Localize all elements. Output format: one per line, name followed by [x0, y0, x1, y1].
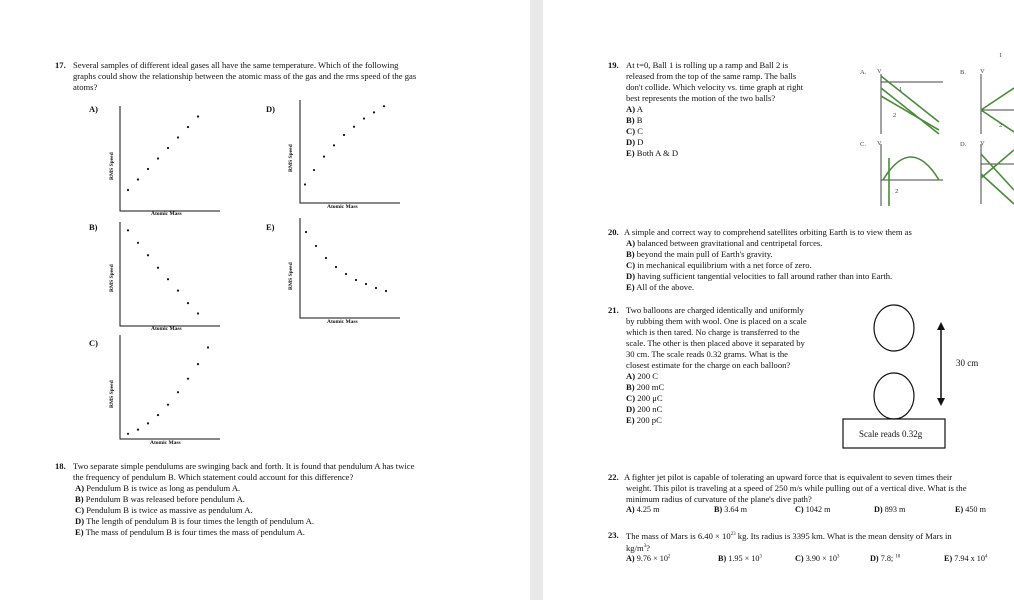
q18-option-b: B) Pendulum B was released before pendulum A. [75, 494, 245, 504]
graph-point-2 [147, 168, 149, 170]
q21-text-line2: by rubbing them with wool. One is placed on a scale [626, 316, 807, 326]
graph-axes [120, 335, 220, 439]
vgraph-b-line1: 1 [999, 52, 1003, 59]
vgraph-d-axis: V [980, 140, 985, 147]
graph-point-6 [187, 126, 189, 128]
graph-axes [300, 218, 400, 318]
graph-axes [120, 222, 220, 326]
vgraph-c [881, 144, 943, 206]
q19-text-line1: At t=0, Ball 1 is rolling up a ramp and Ball 2 is [626, 60, 789, 70]
graph-point-1 [137, 242, 139, 244]
q18-option-c: C) Pendulum B is twice as massive as pendulum A. [75, 505, 253, 515]
vgraph-b-axis: V [980, 68, 985, 75]
graph-a-ylabel: RMS Speed [109, 152, 115, 180]
q20-text: A simple and correct way to comprehend satellites orbiting Earth is to view them as [624, 227, 912, 237]
graph-b [120, 222, 220, 326]
q21-text-line5: 30 cm. The scale reads 0.32 grams. What is the [626, 349, 788, 359]
graph-axes [300, 100, 400, 203]
graph-point-2 [323, 156, 325, 158]
graph-point-5 [177, 136, 179, 138]
vgraph-a-line1: 1 [899, 86, 903, 93]
graph-c-label: C) [89, 338, 98, 348]
graph-point-5 [177, 391, 179, 393]
q23-text-line2: $kg/m^3$? [626, 542, 650, 553]
graph-e-label: E) [266, 222, 275, 232]
q22-option-a: A) 4.25 m [626, 505, 660, 514]
graph-d [300, 100, 400, 203]
graph-point-4 [167, 147, 169, 149]
graph-a [120, 106, 220, 211]
q19-option-a: A) A [626, 104, 643, 114]
graph-plot-area [300, 100, 400, 203]
graph-point-0 [305, 231, 307, 233]
q22-text-line2: weight. This pilot is traveling at a speed of 250 m/s while pulling out of a vertical dive. What is the [626, 483, 967, 493]
q19-text-line3: don't collide. Which velocity vs. time graph at right [626, 82, 804, 92]
graph-e-xlabel: Atomic Mass [327, 319, 358, 325]
q21-option-c: C) 200 μC [626, 393, 663, 403]
graph-point-2 [147, 254, 149, 256]
q23-option-d: D) 7.8; $^{10}$ [870, 554, 901, 563]
q17-text-line1: Several samples of different ideal gases all have the same temperature. Which of the following [73, 60, 399, 70]
graph-c-xlabel: Atomic Mass [150, 440, 181, 446]
graph-point-1 [137, 178, 139, 180]
graph-point-0 [304, 183, 306, 185]
upper-balloon [874, 305, 914, 351]
vgraph-b [981, 74, 1014, 134]
q23-option-c: C) $3.90 \times 10^3$ [795, 554, 840, 563]
graph-point-2 [325, 257, 327, 259]
q21-text-line6: closest estimate for the charge on each balloon? [626, 360, 791, 370]
graph-a-xlabel: Atomic Mass [151, 211, 182, 217]
graph-point-7 [197, 312, 199, 314]
scale-label: Scale reads 0.32g [859, 429, 923, 439]
distance-label: 30 cm [956, 358, 979, 368]
graph-plot-area [300, 218, 400, 318]
graph-point-6 [187, 302, 189, 304]
graph-point-3 [157, 414, 159, 416]
graph-plot-area [120, 335, 220, 439]
graph-d-xlabel: Atomic Mass [327, 204, 358, 210]
graph-point-4 [167, 404, 169, 406]
graph-point-3 [335, 266, 337, 268]
q18-text-line1: Two separate simple pendulums are swinging back and forth. It is found that pendulum A has twice [73, 461, 415, 471]
graph-point-7 [197, 115, 199, 117]
lower-balloon [874, 373, 914, 419]
q23-number: 23. [608, 530, 619, 540]
page-right [543, 0, 1014, 600]
q19-text-line2: released from the top of the same ramp. The balls [626, 71, 797, 81]
graph-point-3 [157, 267, 159, 269]
q23-option-b: B) $1.95 \times 10^3$ [718, 554, 762, 563]
graph-b-ylabel: RMS Speed [109, 264, 115, 292]
q21-option-a: A) 200 C [626, 371, 659, 381]
graph-point-7 [197, 363, 199, 365]
graph-point-6 [187, 378, 189, 380]
q23-option-e: E) 7.94 x $10^4$ [944, 554, 988, 563]
q18-option-d: D) The length of pendulum B is four times the length of pendulum A. [75, 516, 315, 526]
q22-option-b: B) 3.64 m [714, 505, 747, 514]
graph-c-ylabel: RMS Speed [109, 380, 115, 408]
q22-number: 22. [608, 472, 619, 482]
vgraph-b-line2: 2 [999, 122, 1003, 129]
q18-option-a: A) Pendulum B is twice as long as pendulum A. [75, 483, 241, 493]
q18-number: 18. [55, 461, 66, 471]
graph-point-6 [365, 283, 367, 285]
graph-plot-area [120, 106, 220, 211]
graph-point-7 [375, 287, 377, 289]
vgraph-a-line2: 2 [893, 112, 897, 119]
graph-axes [120, 106, 220, 211]
graph-d-ylabel: RMS Speed [288, 144, 294, 172]
q19-option-e: E) Both A & D [626, 148, 679, 158]
graph-point-3 [333, 144, 335, 146]
graph-e-ylabel: RMS Speed [288, 262, 294, 290]
graph-point-5 [177, 290, 179, 292]
vgraph-d-label: D. [960, 141, 967, 148]
graph-plot-area [120, 222, 220, 326]
q21-option-b: B) 200 mC [626, 382, 665, 392]
graph-point-5 [353, 126, 355, 128]
vgraph-a-label: A. [860, 69, 867, 76]
graph-point-8 [207, 346, 209, 348]
q17-text-line2: graphs could show the relationship between the atomic mass of the gas and the rms speed of the gas [73, 71, 417, 81]
vgraph-c-axis: V [877, 140, 882, 147]
graph-point-2 [147, 422, 149, 424]
q19-number: 19. [608, 60, 619, 70]
graph-d-label: D) [266, 104, 275, 114]
q20-option-e: E) All of the above. [626, 282, 695, 292]
graph-e [300, 218, 400, 318]
graph-point-8 [383, 105, 385, 107]
graph-point-0 [127, 189, 129, 191]
q22-text-line3: minimum radius of curvature of the plane's dive path? [626, 494, 812, 504]
graph-point-7 [373, 111, 375, 113]
q20-option-c: C) in mechanical equilibrium with a net force of zero. [626, 260, 812, 270]
vgraph-a-axis: V [877, 68, 882, 75]
q21-text-line3: which is then tared. No charge is transferred to the [626, 327, 800, 337]
q23-option-a: A) $9.76 \times 10^2$ [626, 554, 671, 563]
q18-option-e: E) The mass of pendulum B is four times the mass of pendulum A. [75, 527, 305, 537]
q22-option-c: C) 1042 m [795, 505, 831, 514]
graph-a-label: A) [89, 104, 98, 114]
graph-point-4 [343, 134, 345, 136]
q19-text-line4: best represents the motion of the two balls? [626, 93, 776, 103]
q19-option-b: B) B [626, 115, 643, 125]
vgraph-d [981, 144, 1014, 204]
q20-option-a: A) balanced between gravitational and centripetal forces. [626, 238, 823, 248]
q19-option-c: C) C [626, 126, 643, 136]
q18-text-line2: the frequency of pendulum B. Which statement could account for this difference? [73, 472, 354, 482]
graph-point-1 [315, 245, 317, 247]
graph-point-5 [355, 279, 357, 281]
q17-text-line3: atoms? [73, 82, 98, 92]
balloon-diagram [841, 300, 971, 450]
q22-option-e: E) 450 m [955, 505, 986, 514]
graph-point-8 [385, 290, 387, 292]
q21-option-d: D) 200 nC [626, 404, 663, 414]
q20-option-d: D) having sufficient tangential velocities to fall around rather than into Earth. [626, 271, 893, 281]
q22-text-line1: A fighter jet pilot is capable of tolerating an upward force that is equivalent to seven times their [624, 472, 953, 482]
graph-point-4 [167, 278, 169, 280]
graph-point-3 [157, 157, 159, 159]
graph-b-xlabel: Atomic Mass [151, 326, 182, 332]
graph-b-label: B) [89, 222, 98, 232]
q21-option-e: E) 200 pC [626, 415, 662, 425]
graph-point-0 [127, 229, 129, 231]
q22-option-d: D) 893 m [874, 505, 906, 514]
q19-option-d: D) D [626, 137, 644, 147]
q21-number: 21. [608, 305, 619, 315]
graph-point-1 [137, 429, 139, 431]
q17-number: 17. [55, 60, 66, 70]
q23-text-line1: The mass of Mars is $6.40 \times 10^{23}$ kg. Its radius is 3395 km. What is the mean density of Mars in [626, 530, 952, 541]
graph-point-4 [345, 273, 347, 275]
q20-option-b: B) beyond the main pull of Earth's gravity. [626, 249, 773, 259]
q20-number: 20. [608, 227, 619, 237]
vgraph-a [881, 74, 943, 134]
vgraph-c-line1: 2 [895, 188, 899, 195]
q21-text-line4: scale. The other is then placed above it separated by [626, 338, 805, 348]
q21-text-line1: Two balloons are charged identically and uniformly [626, 305, 804, 315]
graph-point-1 [313, 169, 315, 171]
graph-c [120, 335, 220, 439]
graph-point-6 [363, 117, 365, 119]
graph-point-0 [127, 433, 129, 435]
vgraph-c-label: C. [860, 141, 866, 148]
vgraph-b-label: B. [960, 69, 966, 76]
